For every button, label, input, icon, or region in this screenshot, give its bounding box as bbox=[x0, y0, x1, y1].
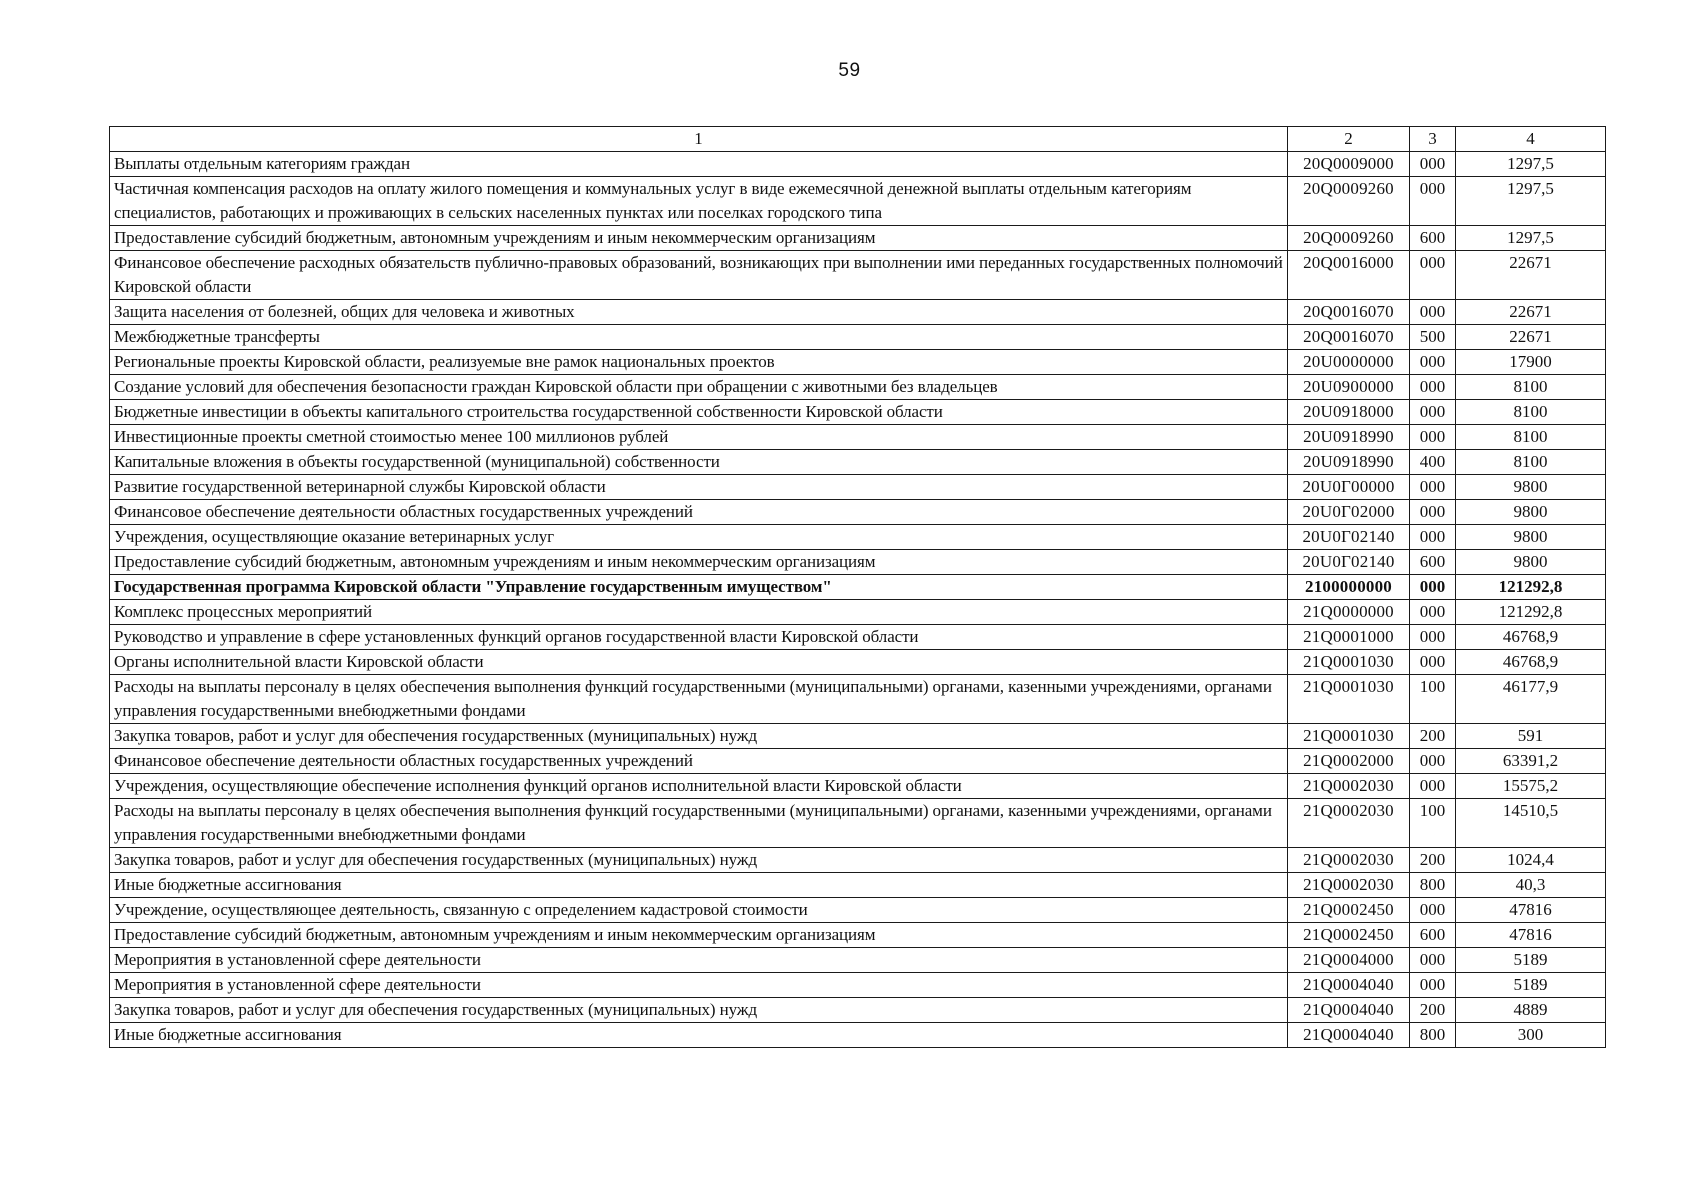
row-name: Предоставление субсидий бюджетным, автономным учреждениям и иным некоммерческим организациям bbox=[110, 550, 1288, 575]
row-amount: 22671 bbox=[1456, 251, 1606, 300]
row-name: Предоставление субсидий бюджетным, автономным учреждениям и иным некоммерческим организациям bbox=[110, 923, 1288, 948]
table-row bbox=[110, 799, 1606, 848]
row-amount: 121292,8 bbox=[1456, 600, 1606, 625]
table-row bbox=[110, 251, 1606, 300]
table-row bbox=[110, 724, 1606, 749]
row-name: Финансовое обеспечение деятельности областных государственных учреждений bbox=[110, 500, 1288, 525]
table-row bbox=[110, 948, 1606, 973]
row-amount: 4889 bbox=[1456, 998, 1606, 1023]
row-amount: 47816 bbox=[1456, 923, 1606, 948]
row-amount: 300 bbox=[1456, 1023, 1606, 1048]
row-name: Закупка товаров, работ и услуг для обеспечения государственных (муниципальных) нужд bbox=[110, 848, 1288, 873]
row-code: 20U0918000 bbox=[1288, 400, 1410, 425]
row-expense-type: 000 bbox=[1410, 375, 1456, 400]
row-amount: 40,3 bbox=[1456, 873, 1606, 898]
row-amount: 591 bbox=[1456, 724, 1606, 749]
row-amount: 5189 bbox=[1456, 973, 1606, 998]
row-code: 21Q0002030 bbox=[1288, 799, 1410, 848]
table-row bbox=[110, 375, 1606, 400]
table-row bbox=[110, 774, 1606, 799]
row-expense-type: 000 bbox=[1410, 749, 1456, 774]
row-amount: 63391,2 bbox=[1456, 749, 1606, 774]
row-code: 20U0Г00000 bbox=[1288, 475, 1410, 500]
table-row bbox=[110, 1023, 1606, 1048]
row-name: Создание условий для обеспечения безопасности граждан Кировской области при обращении с животными без владельцев bbox=[110, 375, 1288, 400]
table-row bbox=[110, 675, 1606, 724]
table-row bbox=[110, 973, 1606, 998]
table-row bbox=[110, 848, 1606, 873]
row-expense-type: 000 bbox=[1410, 898, 1456, 923]
row-name: Предоставление субсидий бюджетным, автономным учреждениям и иным некоммерческим организациям bbox=[110, 226, 1288, 251]
row-amount: 8100 bbox=[1456, 450, 1606, 475]
table-row bbox=[110, 500, 1606, 525]
row-amount: 5189 bbox=[1456, 948, 1606, 973]
table-row bbox=[110, 625, 1606, 650]
table-row bbox=[110, 425, 1606, 450]
row-amount: 1297,5 bbox=[1456, 226, 1606, 251]
row-expense-type: 200 bbox=[1410, 998, 1456, 1023]
row-expense-type: 000 bbox=[1410, 600, 1456, 625]
table-row bbox=[110, 226, 1606, 251]
row-amount: 15575,2 bbox=[1456, 774, 1606, 799]
row-expense-type: 200 bbox=[1410, 724, 1456, 749]
row-amount: 22671 bbox=[1456, 300, 1606, 325]
table-row bbox=[110, 525, 1606, 550]
row-code: 21Q0004040 bbox=[1288, 1023, 1410, 1048]
row-amount: 9800 bbox=[1456, 500, 1606, 525]
row-code: 21Q0004040 bbox=[1288, 998, 1410, 1023]
row-name: Учреждение, осуществляющее деятельность, связанную с определением кадастровой стоимости bbox=[110, 898, 1288, 923]
table-row bbox=[110, 923, 1606, 948]
row-expense-type: 000 bbox=[1410, 475, 1456, 500]
row-name: Развитие государственной ветеринарной службы Кировской области bbox=[110, 475, 1288, 500]
row-name: Учреждения, осуществляющие обеспечение исполнения функций органов исполнительной власти Кировской области bbox=[110, 774, 1288, 799]
row-expense-type: 000 bbox=[1410, 948, 1456, 973]
row-expense-type: 000 bbox=[1410, 650, 1456, 675]
row-amount: 1297,5 bbox=[1456, 152, 1606, 177]
header-row bbox=[110, 127, 1606, 152]
row-code: 20Q0016000 bbox=[1288, 251, 1410, 300]
page-number: 59 bbox=[838, 60, 861, 81]
row-amount: 1024,4 bbox=[1456, 848, 1606, 873]
row-name: Руководство и управление в сфере установленных функций органов государственной власти Кировской области bbox=[110, 625, 1288, 650]
row-expense-type: 000 bbox=[1410, 625, 1456, 650]
row-code: 20Q0009260 bbox=[1288, 226, 1410, 251]
row-expense-type: 000 bbox=[1410, 774, 1456, 799]
row-name: Региональные проекты Кировской области, реализуемые вне рамок национальных проектов bbox=[110, 350, 1288, 375]
row-code: 20U0Г02140 bbox=[1288, 525, 1410, 550]
row-name: Бюджетные инвестиции в объекты капитального строительства государственной собственности Кировской области bbox=[110, 400, 1288, 425]
table-row bbox=[110, 400, 1606, 425]
row-amount: 47816 bbox=[1456, 898, 1606, 923]
row-code: 20U0000000 bbox=[1288, 350, 1410, 375]
row-code: 21Q0004000 bbox=[1288, 948, 1410, 973]
row-name: Финансовое обеспечение расходных обязательств публично-правовых образований, возникающих при выполнении ими переданных государственных полномочий Кировской области bbox=[110, 251, 1288, 300]
row-expense-type: 000 bbox=[1410, 251, 1456, 300]
row-name: Финансовое обеспечение деятельности областных государственных учреждений bbox=[110, 749, 1288, 774]
table-row bbox=[110, 600, 1606, 625]
row-expense-type: 000 bbox=[1410, 400, 1456, 425]
table-row bbox=[110, 152, 1606, 177]
header-col-4: 4 bbox=[1456, 127, 1606, 152]
row-expense-type: 100 bbox=[1410, 799, 1456, 848]
row-amount: 46177,9 bbox=[1456, 675, 1606, 724]
table-row bbox=[110, 177, 1606, 226]
row-amount: 8100 bbox=[1456, 400, 1606, 425]
row-code: 21Q0004040 bbox=[1288, 973, 1410, 998]
row-code: 20U0Г02140 bbox=[1288, 550, 1410, 575]
table-row bbox=[110, 300, 1606, 325]
row-name: Закупка товаров, работ и услуг для обеспечения государственных (муниципальных) нужд bbox=[110, 998, 1288, 1023]
row-code: 21Q0001000 bbox=[1288, 625, 1410, 650]
row-name: Мероприятия в установленной сфере деятельности bbox=[110, 973, 1288, 998]
row-expense-type: 600 bbox=[1410, 550, 1456, 575]
row-name: Расходы на выплаты персоналу в целях обеспечения выполнения функций государственными (муниципальными) органами, казенными учреждениями, органами управления государственными внебюджетными фондами bbox=[110, 675, 1288, 724]
row-name: Комплекс процессных мероприятий bbox=[110, 600, 1288, 625]
header-col-2: 2 bbox=[1288, 127, 1410, 152]
row-amount: 9800 bbox=[1456, 475, 1606, 500]
row-code: 20U0Г02000 bbox=[1288, 500, 1410, 525]
row-code: 20Q0016070 bbox=[1288, 325, 1410, 350]
row-expense-type: 500 bbox=[1410, 325, 1456, 350]
row-name: Выплаты отдельным категориям граждан bbox=[110, 152, 1288, 177]
table-row bbox=[110, 998, 1606, 1023]
row-amount: 1297,5 bbox=[1456, 177, 1606, 226]
header-col-3: 3 bbox=[1410, 127, 1456, 152]
budget-table bbox=[109, 126, 1606, 1048]
row-code: 21Q0002030 bbox=[1288, 774, 1410, 799]
row-code: 21Q0002000 bbox=[1288, 749, 1410, 774]
row-amount: 8100 bbox=[1456, 375, 1606, 400]
row-code: 20Q0009000 bbox=[1288, 152, 1410, 177]
row-expense-type: 000 bbox=[1410, 500, 1456, 525]
row-expense-type: 000 bbox=[1410, 425, 1456, 450]
row-code: 20Q0016070 bbox=[1288, 300, 1410, 325]
row-expense-type: 800 bbox=[1410, 1023, 1456, 1048]
row-amount: 46768,9 bbox=[1456, 625, 1606, 650]
row-expense-type: 200 bbox=[1410, 848, 1456, 873]
row-expense-type: 800 bbox=[1410, 873, 1456, 898]
row-expense-type: 100 bbox=[1410, 675, 1456, 724]
table-row bbox=[110, 475, 1606, 500]
row-name: Частичная компенсация расходов на оплату жилого помещения и коммунальных услуг в виде ежемесячной денежной выплаты отдельным категориям специалистов, работающих и проживающих в сельских населенных пунктах или поселках городского типа bbox=[110, 177, 1288, 226]
row-name: Мероприятия в установленной сфере деятельности bbox=[110, 948, 1288, 973]
row-code: 20Q0009260 bbox=[1288, 177, 1410, 226]
row-name: Защита населения от болезней, общих для человека и животных bbox=[110, 300, 1288, 325]
row-code: 20U0900000 bbox=[1288, 375, 1410, 400]
row-code: 21Q0002030 bbox=[1288, 873, 1410, 898]
table-row bbox=[110, 350, 1606, 375]
table-row bbox=[110, 898, 1606, 923]
row-amount: 121292,8 bbox=[1456, 575, 1606, 600]
row-amount: 22671 bbox=[1456, 325, 1606, 350]
row-name: Расходы на выплаты персоналу в целях обеспечения выполнения функций государственными (муниципальными) органами, казенными учреждениями, органами управления государственными внебюджетными фондами bbox=[110, 799, 1288, 848]
row-name: Закупка товаров, работ и услуг для обеспечения государственных (муниципальных) нужд bbox=[110, 724, 1288, 749]
table-row bbox=[110, 450, 1606, 475]
row-code: 21Q0002450 bbox=[1288, 898, 1410, 923]
row-code: 21Q0000000 bbox=[1288, 600, 1410, 625]
row-amount: 9800 bbox=[1456, 550, 1606, 575]
table-row bbox=[110, 749, 1606, 774]
table-row bbox=[110, 650, 1606, 675]
row-name: Учреждения, осуществляющие оказание ветеринарных услуг bbox=[110, 525, 1288, 550]
row-code: 20U0918990 bbox=[1288, 425, 1410, 450]
row-code: 20U0918990 bbox=[1288, 450, 1410, 475]
row-name: Иные бюджетные ассигнования bbox=[110, 1023, 1288, 1048]
row-name: Государственная программа Кировской области "Управление государственным имуществом" bbox=[110, 575, 1288, 600]
row-name: Иные бюджетные ассигнования bbox=[110, 873, 1288, 898]
row-expense-type: 600 bbox=[1410, 226, 1456, 251]
row-amount: 17900 bbox=[1456, 350, 1606, 375]
table-row bbox=[110, 550, 1606, 575]
row-amount: 9800 bbox=[1456, 525, 1606, 550]
row-code: 21Q0002450 bbox=[1288, 923, 1410, 948]
row-amount: 46768,9 bbox=[1456, 650, 1606, 675]
row-expense-type: 400 bbox=[1410, 450, 1456, 475]
row-amount: 8100 bbox=[1456, 425, 1606, 450]
row-expense-type: 000 bbox=[1410, 350, 1456, 375]
row-expense-type: 000 bbox=[1410, 152, 1456, 177]
row-expense-type: 000 bbox=[1410, 177, 1456, 226]
row-expense-type: 600 bbox=[1410, 923, 1456, 948]
row-amount: 14510,5 bbox=[1456, 799, 1606, 848]
row-expense-type: 000 bbox=[1410, 300, 1456, 325]
table-row bbox=[110, 325, 1606, 350]
row-name: Капитальные вложения в объекты государственной (муниципальной) собственности bbox=[110, 450, 1288, 475]
row-code: 21Q0001030 bbox=[1288, 724, 1410, 749]
row-name: Межбюджетные трансферты bbox=[110, 325, 1288, 350]
row-expense-type: 000 bbox=[1410, 973, 1456, 998]
header-col-1: 1 bbox=[110, 127, 1288, 152]
row-code: 21Q0002030 bbox=[1288, 848, 1410, 873]
row-expense-type: 000 bbox=[1410, 575, 1456, 600]
table-row bbox=[110, 873, 1606, 898]
row-code: 2100000000 bbox=[1288, 575, 1410, 600]
table-body bbox=[110, 152, 1606, 1048]
row-name: Органы исполнительной власти Кировской области bbox=[110, 650, 1288, 675]
table-row bbox=[110, 575, 1606, 600]
row-code: 21Q0001030 bbox=[1288, 675, 1410, 724]
row-code: 21Q0001030 bbox=[1288, 650, 1410, 675]
row-expense-type: 000 bbox=[1410, 525, 1456, 550]
row-name: Инвестиционные проекты сметной стоимостью менее 100 миллионов рублей bbox=[110, 425, 1288, 450]
